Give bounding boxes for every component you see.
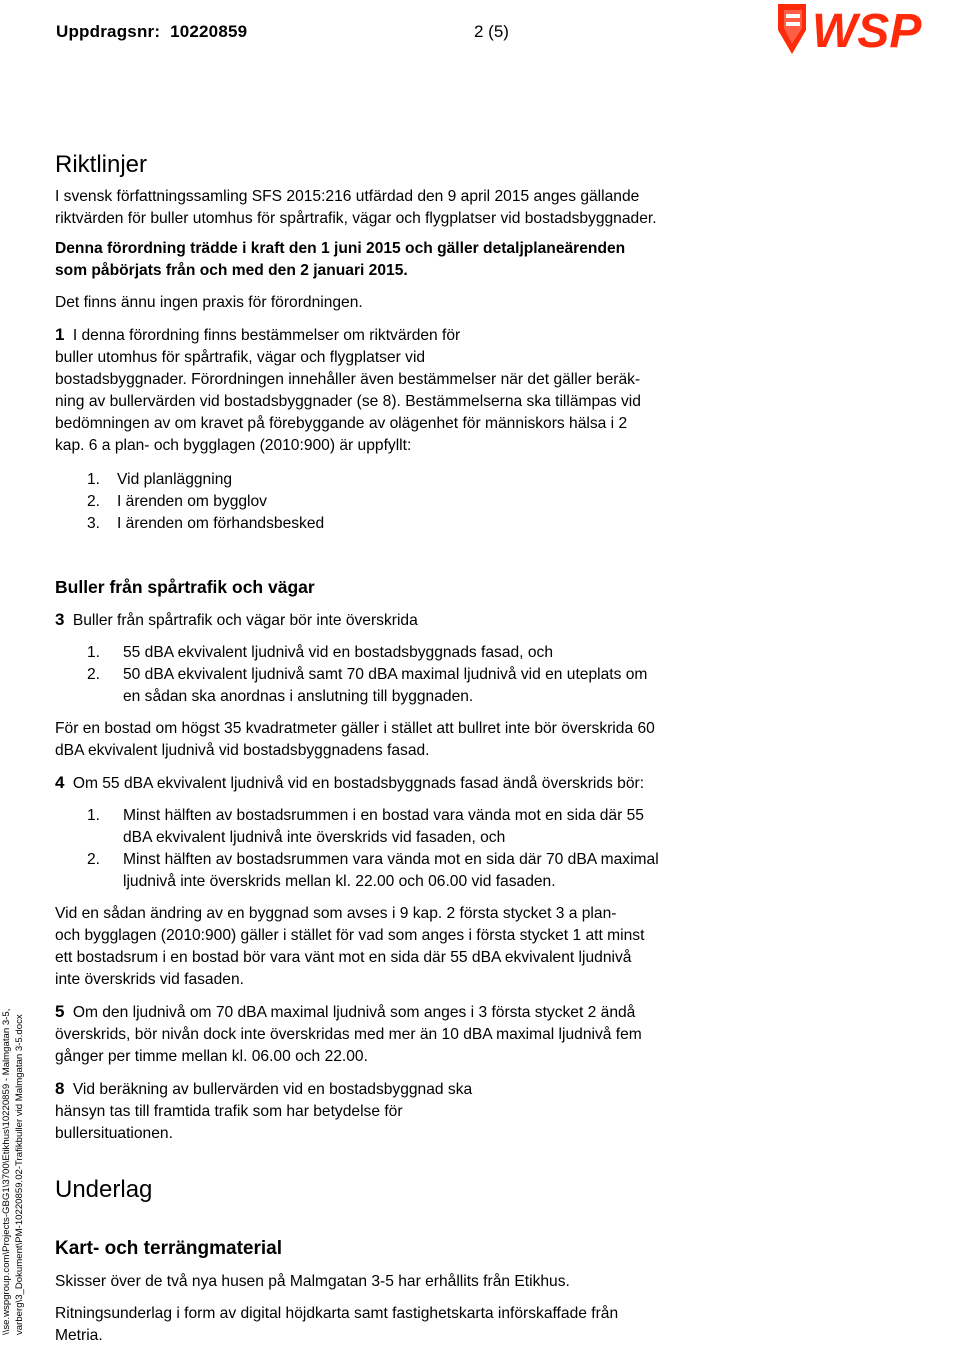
section-number: 3 — [55, 610, 65, 629]
file-path-sidebar — [0, 135, 36, 1335]
list-item: 3. I ärenden om förhandsbesked — [87, 515, 325, 532]
list-item: 2. Minst hälften av bostadsrummen vara vända mot en sida där 70 dBA maximal ljudnivå inte överskrids mellan kl. 22.00 och 06.00 vid fasaden. — [87, 851, 659, 890]
paragraph-8: 8 Vid beräkning av bullervärden vid en bostadsbyggnad ska hänsyn tas till framtida trafik som har betydelse för bullersituationen. — [55, 1079, 473, 1142]
paragraph-5: 5 Om den ljudnivå om 70 dBA maximal ljudnivå som anges i 3 första stycket 2 ändå överskrids, bör nivån dock inte överskridas med mer än 10 dBA maximal ljudnivå fem gånger per timme mellan kl. 06.00 och 22.00. — [55, 1002, 642, 1065]
paragraph-line: bedömningen av om kravet på förebyggande av olägenhet för människors hälsa i 2 — [55, 415, 628, 432]
paragraph-line: buller utomhus för spårtrafik, vägar och flygplatser vid — [55, 349, 426, 366]
paragraph-line: kap. 6 a plan- och bygglagen (2010:900) är uppfyllt: — [55, 437, 412, 454]
section-heading-buller: Buller från spårtrafik och vägar — [55, 577, 315, 597]
intro-line: riktvärden för buller utomhus för spårtrafik, vägar och flygplatser vid bostadsbyggnader. — [55, 210, 657, 227]
project-number-caption: Uppdragsnr: — [56, 22, 161, 41]
section-number: 8 — [55, 1079, 65, 1098]
paragraph-4: 4 Om 55 dBA ekvivalent ljudnivå vid en bostadsbyggnads fasad ändå överskrids bör: — [55, 773, 645, 792]
section-title-underlag: Underlag — [55, 1176, 153, 1203]
intro-line: I svensk författningssamling SFS 2015:216 utfärdad den 9 april 2015 anges gällande — [55, 188, 640, 205]
list-item: 2. I ärenden om bygglov — [87, 493, 267, 510]
effective-date-paragraph — [55, 238, 775, 282]
section-number: 4 — [55, 773, 65, 792]
section-title-riktlinjer: Riktlinjer — [55, 151, 148, 178]
logo-mark-icon — [778, 4, 806, 54]
effective-line: som påbörjats från och med den 2 januari 2015. — [55, 262, 408, 279]
change-paragraph: Vid en sådan ändring av en byggnad som avses i 9 kap. 2 första stycket 3 a plan- och bygglagen (2010:900) gäller i stället för vad som anges i första stycket 1 att minst ett bostadsrum i en bostad bör vara vänt mot en sida där 55 dBA ekvivalent ljudnivå inte överskrids vid fasaden. — [55, 905, 645, 988]
project-number-value: 10220859 — [170, 22, 248, 41]
exceedance-list — [55, 805, 775, 893]
paragraph-line: bostadsbyggnader. Förordningen innehåller även bestämmelser när det gäller beräk- — [55, 371, 641, 388]
file-path-line: \\se.wspgroup.com\Projects-GBG1\3700\Etikhus\10220859 - Malmgatan 3-5, — [1, 1008, 12, 1335]
project-number-label — [56, 22, 247, 42]
intro-paragraph — [55, 186, 775, 230]
section-number: 1 — [55, 325, 65, 344]
paragraph-1 — [55, 324, 775, 457]
praxis-paragraph: Det finns ännu ingen praxis för förordningen. — [55, 294, 363, 311]
limits-list — [55, 642, 775, 708]
effective-line: Denna förordning trädde i kraft den 1 juni 2015 och gäller detaljplaneärenden — [55, 240, 626, 257]
drawing-paragraph: Ritningsunderlag i form av digital höjdkarta samt fastighetskarta införskaffade från Metria. — [55, 1305, 619, 1344]
paragraph-line: I denna förordning finns bestämmelser om riktvärden för — [72, 327, 461, 344]
section-number: 5 — [55, 1002, 65, 1021]
page-counter: 2 (5) — [474, 22, 509, 41]
list-item: 1. Minst hälften av bostadsrummen i en bostad vara vända mot en sida där 55 dBA ekvivalent ljudnivå inte överskrids vid fasaden, och — [87, 807, 644, 846]
sketch-paragraph: Skisser över de två nya husen på Malmgatan 3-5 har erhållits från Etikhus. — [55, 1273, 570, 1290]
paragraph-3: 3 Buller från spårtrafik och vägar bör inte överskrida — [55, 610, 418, 629]
logo-text: WSP — [812, 5, 922, 58]
small-dwelling-paragraph: För en bostad om högst 35 kvadratmeter gäller i stället att bullret inte bör överskrida 60 dBA ekvivalent ljudnivå vid bostadsbyggnadens fasad. — [55, 720, 655, 759]
paragraph-line: ning av bullervärden vid bostadsbyggnader (se 8). Bestämmelserna ska tillämpas vid — [55, 393, 641, 410]
file-path-line: varberg\3_Dokument\PM-10220859.02-Trafikbuller vid Malmgatan 3-5.docx — [14, 1014, 25, 1335]
subsection-heading-kart: Kart- och terrängmaterial — [55, 1238, 283, 1259]
planning-list — [55, 469, 775, 535]
wsp-logo — [772, 0, 960, 60]
document-body — [55, 150, 775, 1347]
list-item: 1. Vid planläggning — [87, 471, 233, 488]
list-item: 2. 50 dBA ekvivalent ljudnivå samt 70 dBA maximal ljudnivå vid en uteplats om en sådan ska anordnas i anslutning till byggnaden. — [87, 666, 648, 705]
list-item: 1. 55 dBA ekvivalent ljudnivå vid en bostadsbyggnads fasad, och — [87, 644, 553, 661]
